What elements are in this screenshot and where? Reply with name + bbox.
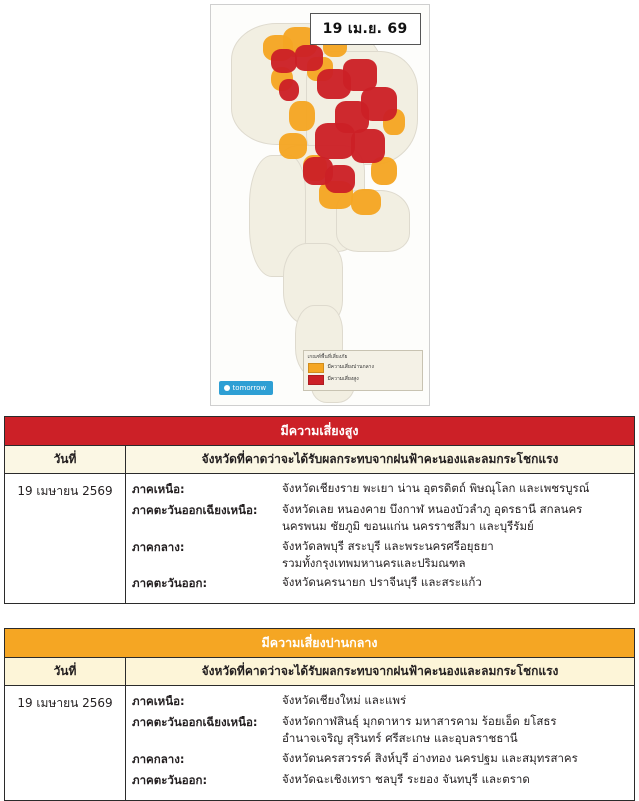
table-header-row	[5, 658, 635, 686]
region-text-line: จังหวัดกาฬสินธุ์ มุกดาหาร มหาสารคาม ร้อยเอ็ด ยโสธร	[282, 714, 557, 728]
region-text-line: จังหวัดฉะเชิงเทรา ชลบุรี ระยอง จันทบุรี และตราด	[282, 771, 530, 786]
high-risk-title: มีความเสี่ยงสูง	[5, 417, 635, 446]
region-central	[132, 750, 628, 769]
risk-patch-high	[295, 45, 323, 71]
header-date: วันที่	[5, 658, 126, 686]
risk-patch-high	[279, 79, 299, 101]
brand-mark-icon	[224, 385, 230, 391]
region-text	[282, 750, 628, 767]
region-label: ภาคเหนือ:	[132, 482, 185, 496]
risk-patch-high	[325, 165, 355, 193]
table-title-row	[5, 417, 635, 446]
region-label: ภาคตะวันออกเฉียงเหนือ:	[132, 503, 258, 517]
region-north	[132, 692, 628, 711]
region-text	[282, 501, 628, 536]
region-label: ภาคตะวันออกเฉียงเหนือ:	[132, 715, 258, 729]
region-northeast	[132, 713, 628, 748]
legend-item-medium	[308, 363, 418, 373]
region-label: ภาคตะวันออก:	[132, 576, 208, 590]
table-header-row	[5, 446, 635, 474]
map-date-badge: 19 เม.ย. 69	[310, 13, 421, 45]
risk-patch-high	[271, 49, 297, 73]
header-provinces: จังหวัดที่คาดว่าจะได้รับผลกระทบจากฝนฟ้าคะนองและลมกระโชกแรง	[126, 658, 635, 686]
map-legend	[303, 350, 423, 392]
region-text-line: จังหวัดนครสวรรค์ สิงห์บุรี อ่างทอง นครปฐม และสมุทรสาคร	[282, 750, 578, 765]
region-text-line: รวมทั้งกรุงเทพมหานครและปริมณฑล	[282, 555, 466, 570]
medium-risk-table	[4, 628, 635, 801]
region-text	[282, 480, 628, 497]
region-label: ภาคเหนือ:	[132, 694, 185, 708]
region-north	[132, 480, 628, 499]
legend-label-medium: มีความเสี่ยงปานกลาง	[327, 364, 374, 371]
table-gap	[0, 604, 639, 618]
risk-patch-high	[351, 129, 385, 163]
cell-date: 19 เมษายน 2569	[5, 474, 126, 604]
brand-label: tomorrow	[232, 384, 267, 392]
region-text-line: นครพนม ชัยภูมิ ขอนแก่น นครราชสีมา และบุรีรัมย์	[282, 519, 534, 534]
region-northeast	[132, 501, 628, 536]
region-text	[282, 771, 628, 788]
high-risk-table	[4, 416, 635, 604]
legend-title: เกณฑ์พื้นที่เสี่ยงภัย	[307, 353, 348, 360]
region-text-line: อำนาจเจริญ สุรินทร์ ศรีสะเกษ และอุบลราชธานี	[282, 731, 518, 746]
header-provinces: จังหวัดที่คาดว่าจะได้รับผลกระทบจากฝนฟ้าคะนองและลมกระโชกแรง	[126, 446, 635, 474]
thailand-risk-map	[210, 4, 430, 406]
brand-logo	[219, 381, 274, 395]
region-label: ภาคกลาง:	[132, 751, 185, 766]
legend-item-high	[308, 375, 418, 385]
region-east	[132, 771, 628, 790]
region-text-line: จังหวัดเชียงราย พะเยา น่าน อุตรดิตถ์ พิษณุโลก และเพชรบูรณ์	[282, 481, 590, 495]
cell-provinces	[126, 686, 635, 801]
risk-patch-high	[315, 123, 355, 159]
risk-patch-medium	[351, 189, 381, 215]
cell-provinces	[126, 474, 635, 604]
table-title-row	[5, 629, 635, 658]
table-row	[5, 686, 635, 801]
table-row	[5, 474, 635, 604]
region-text-line: จังหวัดนครนายก ปราจีนบุรี และสระแก้ว	[282, 575, 482, 589]
risk-patch-medium	[289, 101, 315, 131]
cell-date: 19 เมษายน 2569	[5, 686, 126, 801]
header-date: วันที่	[5, 446, 126, 474]
region-label: ภาคกลาง:	[132, 539, 185, 554]
region-east	[132, 574, 628, 593]
legend-swatch-high-icon	[308, 375, 324, 385]
region-text	[282, 538, 628, 573]
region-text-line: จังหวัดเลย หนองคาย บึงกาฬ หนองบัวลำภู อุดรธานี สกลนคร	[282, 502, 583, 516]
region-text-line: จังหวัดเชียงใหม่ และแพร่	[282, 693, 407, 707]
region-label: ภาคตะวันออก:	[132, 772, 208, 787]
region-text-line: จังหวัดลพบุรี สระบุรี และพระนครศรีอยุธยา	[282, 538, 494, 553]
risk-patch-medium	[279, 133, 307, 159]
region-central	[132, 538, 628, 573]
legend-label-high: มีความเสี่ยงสูง	[327, 376, 359, 383]
region-text	[282, 713, 628, 748]
region-text	[282, 574, 628, 591]
region-text	[282, 692, 628, 709]
medium-risk-title: มีความเสี่ยงปานกลาง	[5, 629, 635, 658]
legend-swatch-medium-icon	[308, 363, 324, 373]
